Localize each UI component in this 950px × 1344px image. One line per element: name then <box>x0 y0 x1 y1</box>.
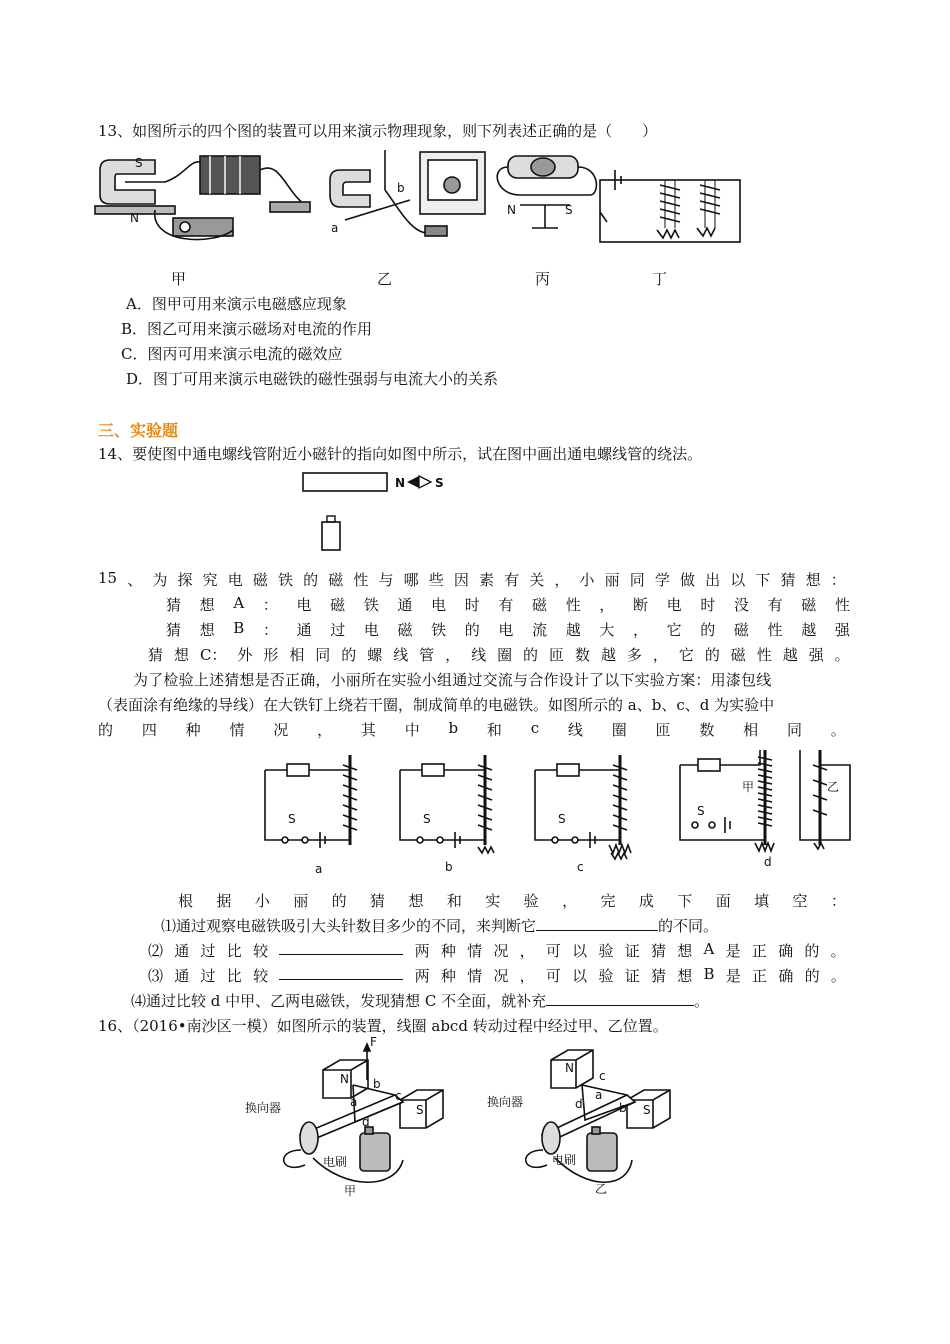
text-token: 。 <box>830 942 846 960</box>
text-token: B <box>233 619 245 637</box>
text-token: 两 <box>414 967 430 985</box>
q13-label-ding: 丁 <box>652 270 668 288</box>
text-token: 较 <box>253 967 269 985</box>
text-token: A <box>233 594 245 612</box>
text-token: 线 <box>567 721 583 739</box>
text-token: 相 <box>289 646 305 664</box>
q16-l-b: b <box>373 1077 381 1091</box>
text-token: 正 <box>752 967 768 985</box>
text-token: 性 <box>565 596 581 614</box>
text-token: 。 <box>834 646 850 664</box>
text-token: 时 <box>464 596 480 614</box>
text-token: 比 <box>226 942 242 960</box>
q16-l-s: S <box>416 1103 424 1117</box>
text-token: 铁 <box>363 596 379 614</box>
text-token: 电 <box>296 596 312 614</box>
text-token: 有 <box>498 596 514 614</box>
text-token: 强 <box>834 621 850 639</box>
text-token: 铁 <box>277 571 293 589</box>
text-token: 情 <box>467 967 483 985</box>
text-token: 种 <box>185 721 201 739</box>
q13-fig-s-label: S <box>135 156 143 170</box>
text-token: ： <box>830 571 846 589</box>
q15-line1 <box>98 569 846 590</box>
text-token: 以 <box>572 942 588 960</box>
text-token: 线 <box>471 646 487 664</box>
text-token: ， <box>562 892 578 910</box>
text-token: 越 <box>801 621 817 639</box>
text-token: 下 <box>677 892 693 910</box>
text-token: 通 <box>174 942 190 960</box>
text-token: 据 <box>216 892 232 910</box>
text-token: 有 <box>504 571 520 589</box>
q15-hypothesis-b <box>166 619 850 640</box>
q16-figure-right <box>487 1050 687 1200</box>
text-token: 磁 <box>328 571 344 589</box>
text-token: 有 <box>767 596 783 614</box>
q15-fig-b-s: S <box>423 812 431 826</box>
text-token: 电 <box>666 596 682 614</box>
text-token: 铁 <box>431 621 447 639</box>
text-token: 的 <box>98 721 114 739</box>
text-token: 螺 <box>367 646 383 664</box>
q16-l-f: F <box>370 1035 377 1049</box>
q15-blank-4[interactable] <box>546 991 694 1006</box>
text-token: 形 <box>263 646 279 664</box>
text-token: 面 <box>715 892 731 910</box>
text-token: 素 <box>478 571 494 589</box>
text-token: 的 <box>523 646 539 664</box>
text-token: 的 <box>700 621 716 639</box>
text-token: 丽 <box>293 892 309 910</box>
section-title-experiment: 三、实验题 <box>98 421 179 440</box>
q15-fig-d-jia: 甲 <box>742 780 755 794</box>
text-token: 情 <box>229 721 245 739</box>
text-token: 越 <box>565 621 581 639</box>
text-token: 过 <box>200 967 216 985</box>
q15-fig-a-s: S <box>288 812 296 826</box>
text-token: 关 <box>529 571 545 589</box>
q15-fig-c <box>535 755 631 859</box>
text-token: 填 <box>754 892 770 910</box>
text-token: 磁 <box>330 596 346 614</box>
text-token: A <box>703 940 715 958</box>
text-token: 和 <box>486 721 502 739</box>
text-token: 丽 <box>604 571 620 589</box>
text-token: 匝 <box>655 721 671 739</box>
q15-fill-intro <box>178 890 846 911</box>
text-token: 性 <box>834 596 850 614</box>
text-token: 况 <box>273 721 289 739</box>
text-token: 猜 <box>650 967 666 985</box>
text-token: 数 <box>699 721 715 739</box>
text-token: 猜 <box>780 571 796 589</box>
q15-fig-label-d: d <box>764 855 772 869</box>
q13-fig-bing <box>497 156 596 228</box>
q15-fig-d-s: S <box>697 804 705 818</box>
text-token: 外 <box>237 646 253 664</box>
text-token: 电 <box>363 621 379 639</box>
q13-fig-s2-label: S <box>565 203 573 217</box>
text-token: 通 <box>296 621 312 639</box>
q13-option-a: A．图甲可用来演示电磁感应现象 <box>126 295 347 313</box>
text-token: 电 <box>431 596 447 614</box>
q15-fig-label-c: c <box>577 860 584 874</box>
text-token: 种 <box>440 942 456 960</box>
text-token: 磁 <box>733 621 749 639</box>
q13-fig-a-label: a <box>331 221 339 235</box>
text-token: 为 <box>152 571 168 589</box>
text-token: ， <box>632 621 648 639</box>
q16-r-b: b <box>619 1101 627 1115</box>
q15-fig-b <box>400 755 494 853</box>
text-token: 匝 <box>549 646 565 664</box>
text-token: 想 <box>805 571 821 589</box>
q16-r-brush: 电刷 <box>552 1153 577 1167</box>
q13-fig-ding <box>600 170 740 242</box>
text-token: 想 <box>173 646 189 664</box>
q16-l-commutator: 换向器 <box>245 1101 282 1115</box>
text-token: 成 <box>638 892 654 910</box>
text-token: 实 <box>485 892 501 910</box>
text-token: 验 <box>523 892 539 910</box>
q13-label-bing: 丙 <box>535 270 551 288</box>
text-token: 学 <box>654 571 670 589</box>
text-token: 确 <box>778 967 794 985</box>
text-token: c <box>530 719 540 737</box>
q15-figure <box>255 745 855 880</box>
text-token: ⑵ <box>148 942 164 960</box>
q15-fill-1 <box>161 915 718 936</box>
text-token: 的 <box>464 621 480 639</box>
text-token: 况 <box>493 942 509 960</box>
text-token: 过 <box>200 942 216 960</box>
q13-figure-strip <box>95 150 745 260</box>
q15-fill-3 <box>148 965 846 986</box>
text-token: C： <box>199 646 227 664</box>
needle-s-label: S <box>435 476 444 490</box>
text-token: 可 <box>545 967 561 985</box>
text-token: B <box>703 965 715 983</box>
text-token: 验 <box>598 967 614 985</box>
text-token: 。 <box>830 967 846 985</box>
text-token: 猜 <box>148 646 164 664</box>
text-token: 时 <box>700 596 716 614</box>
text-token: 究 <box>202 571 218 589</box>
text-token: 中 <box>404 721 420 739</box>
text-token: 正 <box>751 942 767 960</box>
q16-figure-left <box>245 1035 460 1200</box>
text-token: 越 <box>782 646 798 664</box>
text-token: 小 <box>579 571 595 589</box>
text-token: ， <box>599 596 615 614</box>
text-token: 、 <box>127 571 143 589</box>
q15-fig-label-a: a <box>315 862 323 876</box>
text-token: 比 <box>226 967 242 985</box>
text-token: 和 <box>446 892 462 910</box>
text-token: 探 <box>177 571 193 589</box>
q13-option-c: C．图丙可用来演示电流的磁效应 <box>121 345 343 363</box>
text-token: ， <box>445 646 461 664</box>
q15-para3 <box>98 719 846 740</box>
text-token: 。 <box>830 721 846 739</box>
q15-fig-d-yi: 乙 <box>827 780 840 794</box>
text-token: 况 <box>493 967 509 985</box>
q15-fig-label-b: b <box>445 860 453 874</box>
q13-stem: 13、如图所示的四个图的装置可以用来演示物理现象，则下列表述正确的是（ ） <box>98 122 658 140</box>
text-token: 想 <box>408 892 424 910</box>
text-token: ： <box>262 621 278 639</box>
answer-blank[interactable] <box>279 940 403 955</box>
text-token: 线 <box>393 646 409 664</box>
text-token: 磁 <box>397 621 413 639</box>
text-token: 验 <box>598 942 614 960</box>
text-token: 是 <box>725 967 741 985</box>
text-token: 的 <box>804 967 820 985</box>
q13-fig-jia <box>95 156 310 240</box>
q13-option-b: B．图乙可用来演示磁场对电流的作用 <box>121 320 373 338</box>
text-token: 以 <box>572 967 588 985</box>
text-token: 数 <box>574 646 590 664</box>
text-token: 同 <box>629 571 645 589</box>
text-token: 电 <box>498 621 514 639</box>
text-token: 下 <box>755 571 771 589</box>
needle-s-half <box>419 476 431 488</box>
text-token: 较 <box>253 942 269 960</box>
text-token: 的 <box>804 942 820 960</box>
text-token: 以 <box>730 571 746 589</box>
q16-l-c: c <box>395 1089 402 1103</box>
q16-l-caption: 甲 <box>344 1184 357 1198</box>
text-token: 通 <box>397 596 413 614</box>
text-token: ， <box>317 721 333 739</box>
text-token: 想 <box>199 621 215 639</box>
text-token: 圈 <box>611 721 627 739</box>
text-token: 大 <box>599 621 615 639</box>
q16-r-commutator: 换向器 <box>487 1095 524 1109</box>
q15-para2: （表面涂有绝缘的导线）在大铁钉上绕若干圈，制成简单的电磁铁。如图所示的 a、b、c、d 为实验中 <box>98 696 775 714</box>
text-token: 性 <box>756 646 772 664</box>
text-token: b <box>448 719 459 737</box>
text-token: 的 <box>341 646 357 664</box>
q16-l-d: d <box>362 1115 370 1129</box>
q13-fig-n2-label: N <box>507 203 516 217</box>
text-token: 种 <box>440 967 456 985</box>
q15-fill-1-text: ⑴通过观察电磁铁吸引大头针数目多少的不同，来判断它 <box>161 917 537 935</box>
text-token: 过 <box>330 621 346 639</box>
text-token: 强 <box>808 646 824 664</box>
q15-fig-d <box>680 750 850 851</box>
needle-n-label: N <box>395 476 406 490</box>
text-token: 因 <box>453 571 469 589</box>
text-token: 情 <box>467 942 483 960</box>
text-token: ， <box>519 942 535 960</box>
text-token: 相 <box>743 721 759 739</box>
q13-label-jia: 甲 <box>171 270 187 288</box>
text-token: 两 <box>414 942 430 960</box>
q15-hypothesis-c <box>148 644 850 665</box>
battery <box>322 522 340 550</box>
q15-fill-4-end: 。 <box>694 992 710 1010</box>
text-token: 证 <box>624 942 640 960</box>
q16-stem: 16、（2016•南沙区一模）如图所示的装置，线圈 abcd 转动过程中经过甲、乙位置。 <box>98 1017 668 1035</box>
text-token: 圈 <box>497 646 513 664</box>
text-token: 做 <box>679 571 695 589</box>
q15-fill-4 <box>131 990 709 1011</box>
q16-r-s: S <box>643 1103 651 1117</box>
q15-fill-4-text: ⑷通过比较 d 中甲、乙两电磁铁，发现猜想 C 不全面，就补充 <box>131 992 547 1010</box>
text-token: ⑶ <box>148 967 164 985</box>
text-token: 的 <box>303 571 319 589</box>
text-token: 猜 <box>370 892 386 910</box>
text-token: ， <box>519 967 535 985</box>
needle-n-half <box>407 476 419 488</box>
q15-blank-1[interactable] <box>536 916 658 931</box>
text-token: 猜 <box>166 621 182 639</box>
q13-fig-n-label: N <box>130 211 139 225</box>
q15-fill-2 <box>148 940 846 961</box>
q16-l-n: N <box>340 1072 349 1086</box>
text-token: 越 <box>600 646 616 664</box>
text-token: 它 <box>666 621 682 639</box>
text-token: 想 <box>677 942 693 960</box>
text-token: 想 <box>199 596 215 614</box>
text-token: 磁 <box>801 596 817 614</box>
text-token: 猜 <box>166 596 182 614</box>
q15-fill-1-end: 的不同。 <box>658 917 719 935</box>
text-token: 流 <box>532 621 548 639</box>
text-token: 空 <box>792 892 808 910</box>
text-token: 确 <box>778 942 794 960</box>
text-token: 证 <box>624 967 640 985</box>
text-token: ， <box>554 571 570 589</box>
q16-r-n: N <box>565 1061 574 1075</box>
text-token: 其 <box>360 721 376 739</box>
text-token: 的 <box>704 646 720 664</box>
text-token: 哪 <box>403 571 419 589</box>
q16-r-a: a <box>595 1088 603 1102</box>
text-token: 的 <box>331 892 347 910</box>
text-token: 15 <box>98 569 118 587</box>
text-token: ， <box>652 646 668 664</box>
q13-option-d: D．图丁可用来演示电磁铁的磁性强弱与电流大小的关系 <box>126 370 499 388</box>
q13-label-yi: 乙 <box>377 270 393 288</box>
text-token: 磁 <box>252 571 268 589</box>
text-token: 想 <box>677 967 693 985</box>
text-token: 它 <box>678 646 694 664</box>
q16-r-c: c <box>599 1069 606 1083</box>
text-token: 电 <box>227 571 243 589</box>
q13-fig-b-label: b <box>397 181 405 195</box>
text-token: 性 <box>767 621 783 639</box>
text-token: ： <box>262 596 278 614</box>
text-token: 与 <box>378 571 394 589</box>
text-token: 完 <box>600 892 616 910</box>
q16-l-brush: 电刷 <box>323 1155 348 1169</box>
q15-para1: 为了检验上述猜想是否正确，小丽所在实验小组通过交流与合作设计了以下实验方案：用漆包线 <box>133 671 772 689</box>
text-token: 断 <box>633 596 649 614</box>
solenoid <box>303 473 387 491</box>
answer-blank[interactable] <box>279 965 403 980</box>
q16-r-d: d <box>575 1097 583 1111</box>
text-token: 四 <box>141 721 157 739</box>
q15-fig-a <box>265 755 357 848</box>
text-token: 小 <box>254 892 270 910</box>
q15-fig-c-s: S <box>558 812 566 826</box>
q14-figure <box>295 470 475 555</box>
text-token: ： <box>830 892 846 910</box>
text-token: 性 <box>353 571 369 589</box>
q13-fig-yi <box>330 150 485 236</box>
text-token: 多 <box>626 646 642 664</box>
q16-r-caption: 乙 <box>595 1182 608 1196</box>
q15-hypothesis-a <box>166 594 850 615</box>
q14-stem: 14、要使图中通电螺线管附近小磁针的指向如图中所示，试在图中画出通电螺线管的绕法。 <box>98 445 703 463</box>
text-token: 没 <box>733 596 749 614</box>
text-token: 根 <box>178 892 194 910</box>
text-token: 同 <box>315 646 331 664</box>
text-token: 可 <box>545 942 561 960</box>
text-token: 同 <box>786 721 802 739</box>
text-token: 管 <box>419 646 435 664</box>
text-token: 磁 <box>730 646 746 664</box>
text-token: 通 <box>174 967 190 985</box>
text-token: 些 <box>428 571 444 589</box>
text-token: 是 <box>725 942 741 960</box>
text-token: 磁 <box>532 596 548 614</box>
text-token: 出 <box>705 571 721 589</box>
text-token: 猜 <box>650 942 666 960</box>
q16-l-a: a <box>350 1095 358 1109</box>
